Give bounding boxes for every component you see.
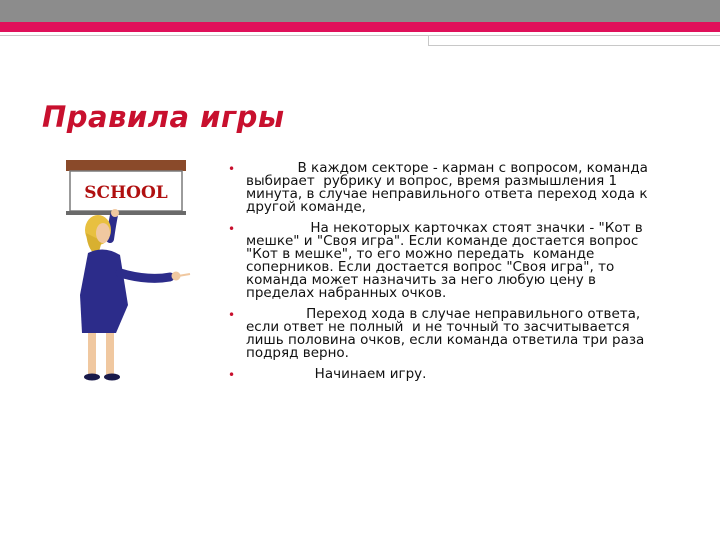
bullet-marker: • bbox=[228, 368, 236, 382]
bullet-marker: • bbox=[228, 222, 236, 236]
rule-text: В каждом секторе - карман с вопросом, команда выбирает рубрику и вопрос, время размышления 1 минута, в случае неправильного ответа переход хода к другой команде, bbox=[246, 160, 653, 215]
sign-lettering: SCHOOL bbox=[84, 183, 168, 203]
list-item bbox=[228, 308, 668, 360]
list-item bbox=[228, 368, 668, 381]
header-gray-bar bbox=[0, 0, 720, 22]
rule-text: Переход хода в случае неправильного ответа, если ответ не полный и не точный то засчитывается лишь половина очков, если команда ответила три раза подряд верно. bbox=[246, 306, 649, 361]
bullet-marker: • bbox=[228, 162, 236, 176]
rule-text: Начинаем игру. bbox=[246, 366, 427, 382]
header-accent-bar bbox=[0, 22, 720, 32]
rules-list bbox=[228, 162, 668, 389]
teacher-pointing-illustration bbox=[58, 155, 208, 400]
header-tab-line bbox=[428, 45, 720, 46]
bullet-marker: • bbox=[228, 308, 236, 322]
header-divider bbox=[0, 35, 720, 36]
rule-text: На некоторых карточках стоят значки - "Кот в мешке" и "Своя игра". Если команде достается вопрос "Кот в мешке", то его можно передать команде соперников. Если достается вопрос "Своя игра", то команда может назначить за него любую цену в пределах набранных очков. bbox=[246, 220, 647, 301]
list-item bbox=[228, 222, 668, 300]
list-item bbox=[228, 162, 668, 214]
slide-title: Правила игры bbox=[42, 100, 285, 134]
